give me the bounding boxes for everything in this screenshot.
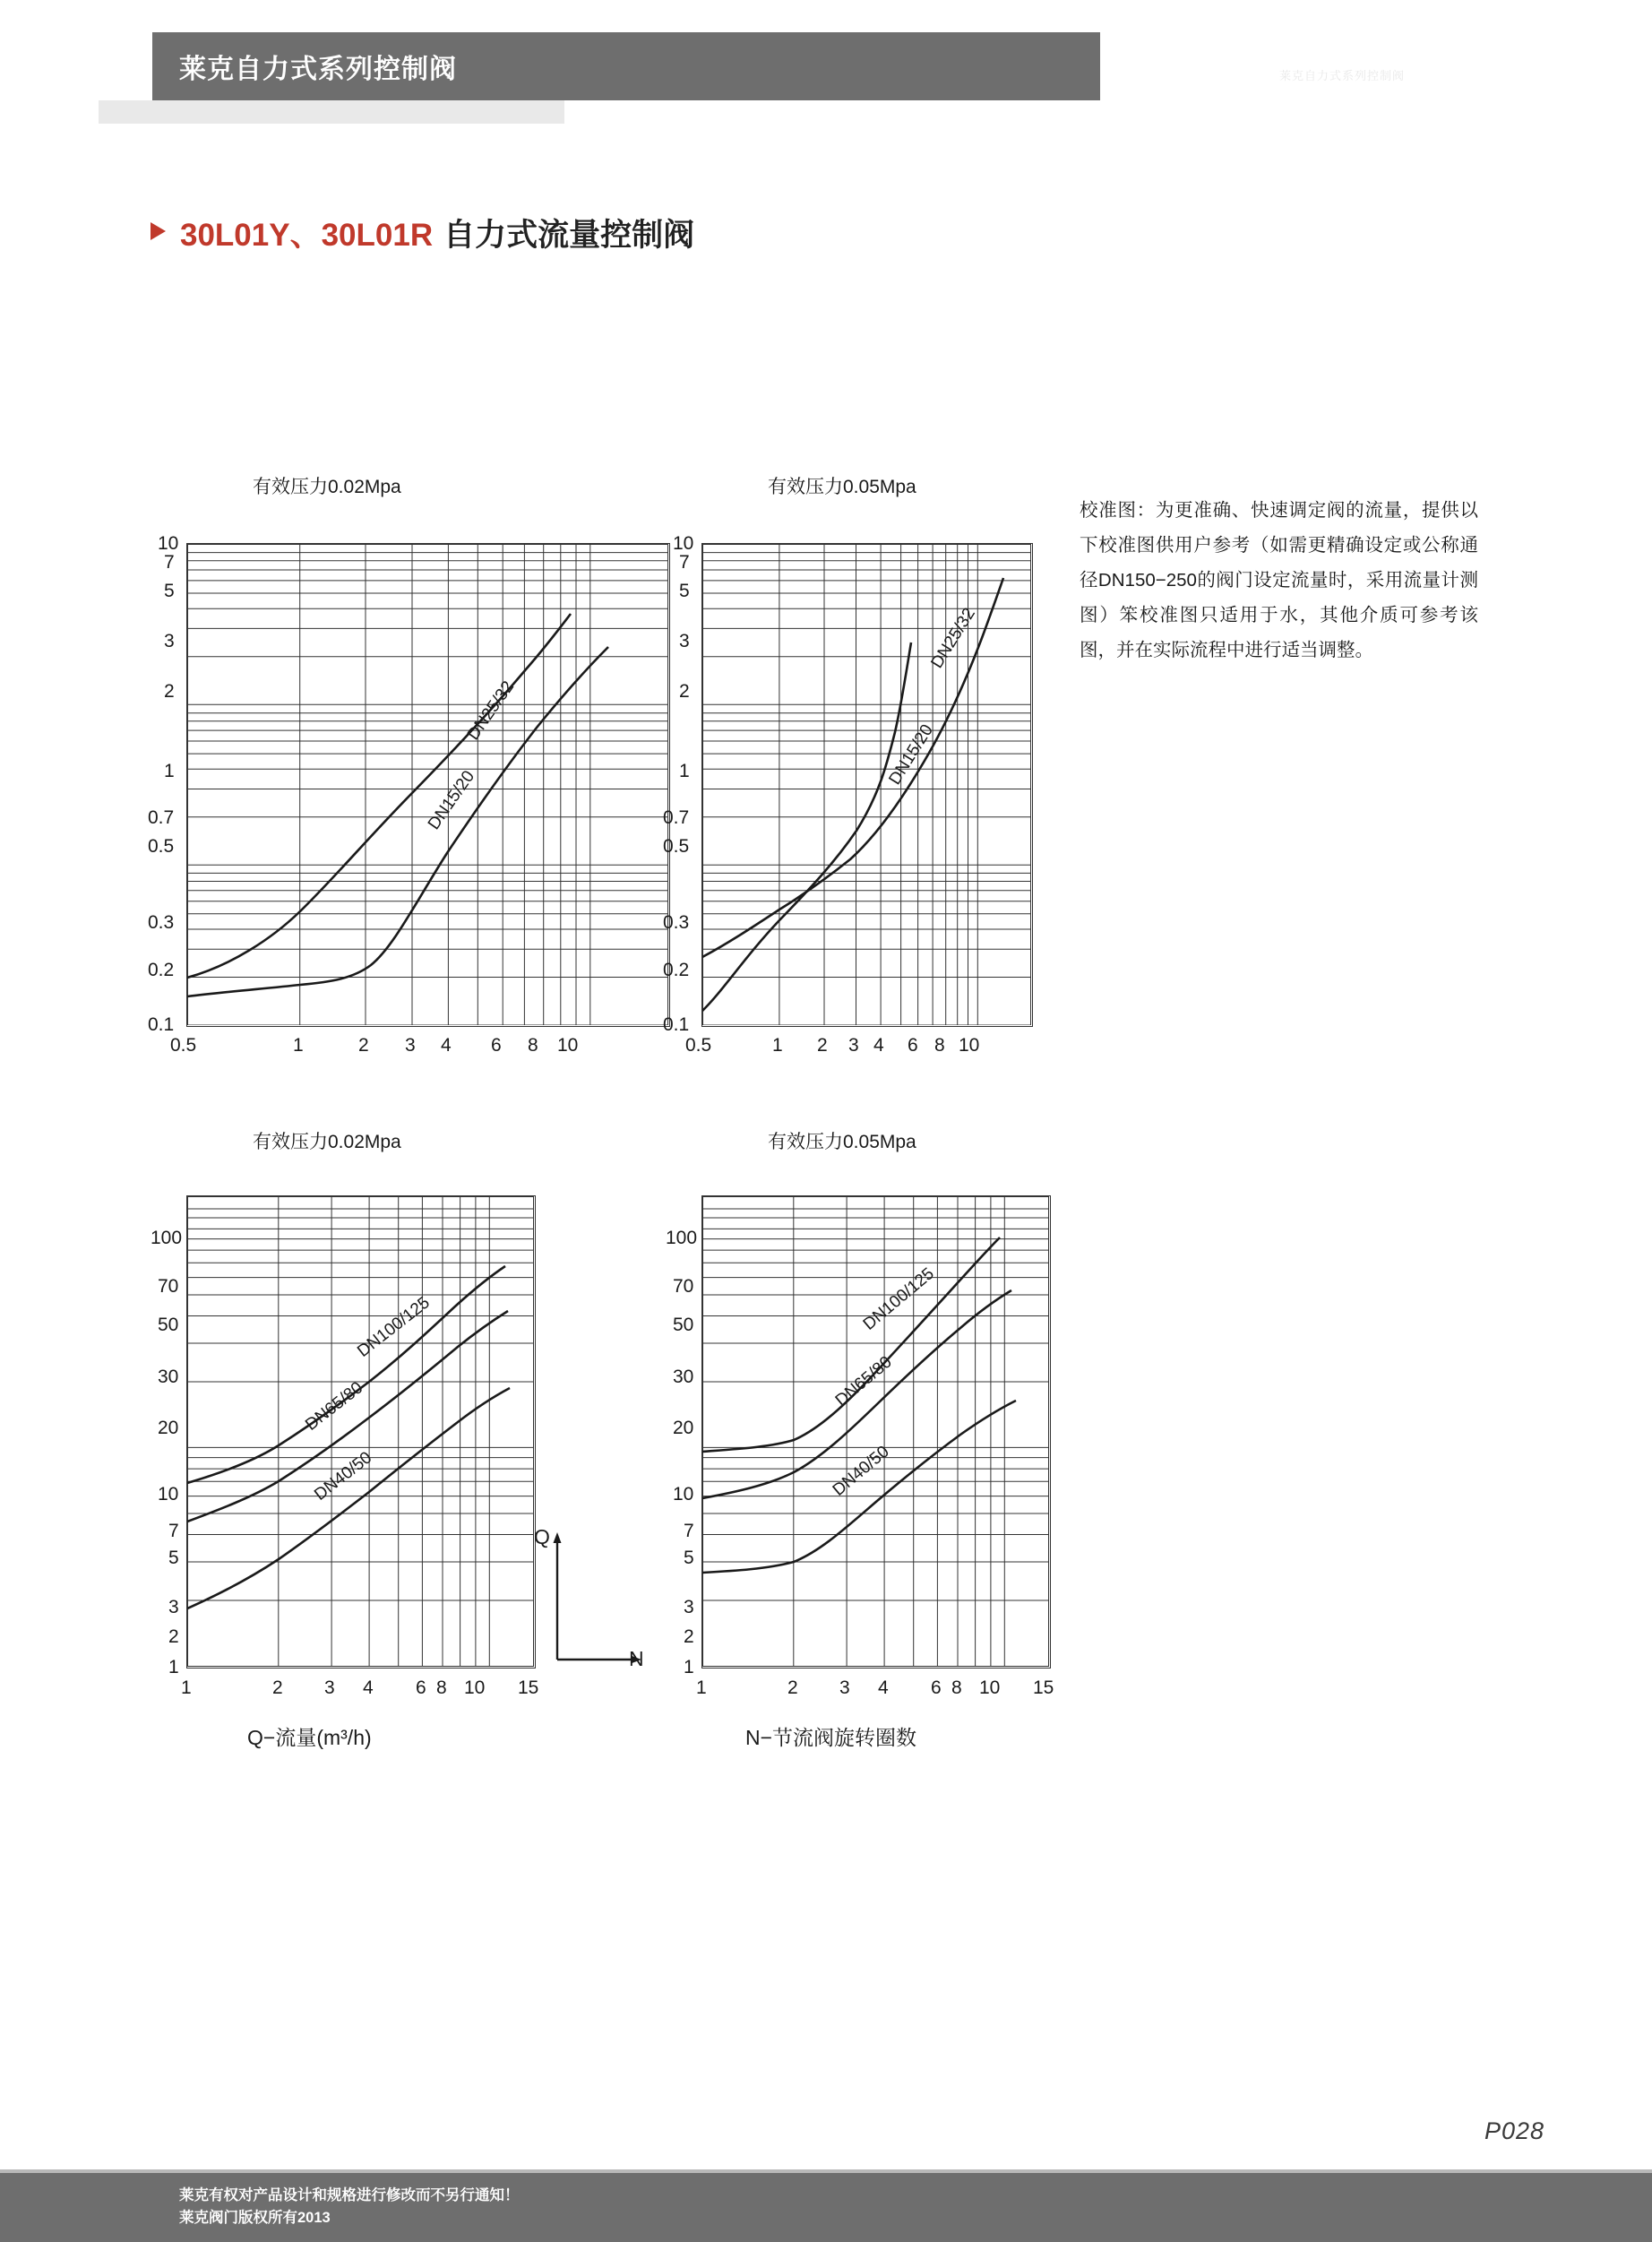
chart-tl-ytick-0: 0.1 [148,1014,175,1035]
chart-tr-caption: 有效压力0.05Mpa [768,477,916,497]
chart-tl-ytick-6: 2 [164,681,175,702]
chart-tl-ytick-5: 1 [164,761,175,781]
chart-bl-ytick-6: 20 [158,1418,179,1438]
footer-line-1: 莱克有权对产品设计和规格进行修改而不另行通知！ [179,2187,520,2203]
series-label-dn65-80: DN65/80 [302,1378,367,1435]
chart-tr-xtick-5: 6 [908,1035,918,1056]
series-label-dn15-20: DN15/20 [424,767,479,833]
chart-tr-ytick-2: 0.3 [663,912,690,933]
chart-br [701,1195,1051,1669]
chart-bl-xtick-0: 1 [181,1677,192,1698]
chart-br-ytick-5: 10 [673,1484,694,1505]
chart-tr-ytick-4: 0.7 [663,807,690,828]
chart-bl-xtick-5: 8 [436,1677,447,1698]
chart-bl-xtick-6: 10 [464,1677,486,1698]
chart-br-caption: 有效压力0.05Mpa [768,1132,916,1152]
chart-bl-ytick-10: 100 [151,1228,183,1248]
section-code: 30L01Y、30L01R [180,218,434,253]
chart-bl-ytick-4: 7 [168,1521,179,1541]
chart-bl-xtick-1: 2 [272,1677,283,1698]
axis-key-n-label: N [629,1647,644,1670]
chart-tl-xtick-0: 0.5 [170,1035,197,1056]
chart-tr-xtick-6: 8 [934,1035,945,1056]
chart-bl-xtick-2: 3 [324,1677,335,1698]
chart-bl-ytick-9: 70 [158,1276,179,1297]
chart-bl-xtick-7: 15 [518,1677,539,1698]
chart-bl-xaxis-caption: Q−流量(m³/h) [247,1726,372,1749]
chart-tr-ytick-5: 1 [679,761,690,781]
chart-tr-ytick-6: 2 [679,681,690,702]
chart-br-ytick-8: 50 [673,1315,694,1335]
chart-bl-xtick-3: 4 [363,1677,374,1698]
chart-tr-ytick-10: 10 [673,533,694,554]
chart-bl-ytick-0: 1 [168,1657,179,1677]
chart-br-ytick-6: 20 [673,1418,694,1438]
axis-key-q-label: Q [534,1525,550,1548]
chart-tr-ytick-0: 0.1 [663,1014,690,1035]
series-label-dn25-32: DN25/32 [463,677,519,744]
chart-tl-xtick-3: 3 [405,1035,416,1056]
chart-br-xtick-3: 4 [878,1677,889,1698]
chart-bl-ytick-1: 2 [168,1626,179,1647]
footer-text [179,2185,520,2229]
chart-tl-ytick-2: 0.3 [148,912,175,933]
chart-tr [701,543,1033,1027]
chart-br-xtick-5: 8 [951,1677,962,1698]
chart-br-ytick-7: 30 [673,1367,694,1387]
header-watermark-title: 莱克自力式系列控制阀 [1279,69,1406,82]
chart-bl-caption: 有效压力0.02Mpa [253,1132,401,1152]
chart-tl-xtick-7: 10 [557,1035,579,1056]
series-label-dn65-80: DN65/80 [831,1352,896,1410]
chart-br-ytick-3: 5 [684,1548,694,1568]
series-label-dn15-20: DN15/20 [885,720,937,789]
page-number: P028 [1484,2117,1544,2144]
chart-bl-xtick-4: 6 [416,1677,426,1698]
chart-br-xtick-2: 3 [839,1677,850,1698]
chart-tr-ytick-7: 3 [679,631,690,651]
chart-tr-xtick-3: 3 [848,1035,859,1056]
chart-tl-ytick-4: 0.7 [148,807,175,828]
chart-br-xtick-0: 1 [696,1677,707,1698]
chart-br-ytick-10: 100 [666,1228,698,1248]
page-title [151,211,694,255]
chart-tr-xtick-2: 2 [817,1035,828,1056]
chart-tr-xtick-4: 4 [873,1035,884,1056]
chart-br-xtick-1: 2 [787,1677,798,1698]
chart-tr-xtick-7: 10 [959,1035,980,1056]
section-name: 自力式流量控制阀 [443,218,695,253]
triangle-bullet-icon [151,222,166,240]
series-dn100-125 [702,1237,1000,1452]
series-dn100-125 [187,1266,505,1483]
chart-tr-ytick-1: 0.2 [663,960,690,980]
calibration-note: 校准图：为更准确、快速调定阀的流量，提供以下校准图供用户参考（如需更精确设定或公称通径DN150−250的阀门设定流量时，采用流量计测图）笨校准图只适用于水，其他介质可参考该图，并在实际流程中进行适当调整。 [1080,500,1478,660]
chart-tl-xtick-1: 1 [293,1035,304,1056]
chart-tl-ytick-1: 0.2 [148,960,175,980]
chart-bl-plot [187,1196,534,1667]
chart-tl-xtick-6: 8 [528,1035,538,1056]
chart-tl-ytick-10: 10 [158,533,179,554]
chart-tr-plot [702,544,1031,1025]
chart-tl-ytick-3: 0.5 [148,836,175,857]
chart-br-ytick-9: 70 [673,1276,694,1297]
chart-bl-ytick-3: 5 [168,1548,179,1568]
chart-br-ytick-2: 3 [684,1597,694,1617]
chart-br-ytick-1: 2 [684,1626,694,1647]
chart-tl-xtick-4: 4 [441,1035,452,1056]
chart-tr-ytick-3: 0.5 [663,836,690,857]
chart-tl-ytick-8: 5 [164,581,175,601]
chart-tl [186,543,670,1027]
series-dn40-50 [702,1401,1016,1573]
chart-br-plot [702,1196,1049,1667]
chart-br-ytick-4: 7 [684,1521,694,1541]
series-label-dn100-125: DN100/125 [354,1293,434,1361]
series-dn15-20 [187,647,608,996]
chart-br-xtick-6: 10 [979,1677,1001,1698]
series-label-dn25-32: DN25/32 [927,604,979,672]
chart-br-xaxis-caption: N−节流阀旋转圈数 [745,1726,917,1749]
chart-tr-xtick-1: 1 [772,1035,783,1056]
chart-tl-xtick-2: 2 [358,1035,369,1056]
chart-bl-ytick-7: 30 [158,1367,179,1387]
series-dn40-50 [187,1388,510,1608]
chart-br-xtick-7: 15 [1033,1677,1054,1698]
chart-tl-ytick-9: 7 [164,552,175,573]
chart-tl-caption: 有效压力0.02Mpa [253,477,401,497]
chart-bl [186,1195,536,1669]
chart-br-xtick-4: 6 [931,1677,942,1698]
chart-br-ytick-0: 1 [684,1657,694,1677]
chart-tr-xtick-0: 0.5 [685,1035,712,1056]
chart-tl-plot [187,544,668,1025]
chart-tr-ytick-8: 5 [679,581,690,601]
series-label-dn40-50: DN40/50 [829,1442,893,1500]
chart-tl-ytick-7: 3 [164,631,175,651]
header-title: 莱克自力式系列控制阀 [179,55,457,84]
series-label-dn100-125: DN100/125 [859,1263,938,1334]
chart-tl-xtick-5: 6 [491,1035,502,1056]
header-underblock [99,100,564,124]
series-label-dn40-50: DN40/50 [311,1448,376,1505]
chart-tr-ytick-9: 7 [679,552,690,573]
chart-bl-ytick-5: 10 [158,1484,179,1505]
footer-line-2: 莱克阀门版权所有2013 [179,2210,331,2226]
chart-bl-ytick-2: 3 [168,1597,179,1617]
chart-bl-ytick-8: 50 [158,1315,179,1335]
series-dn25-32 [187,614,571,978]
